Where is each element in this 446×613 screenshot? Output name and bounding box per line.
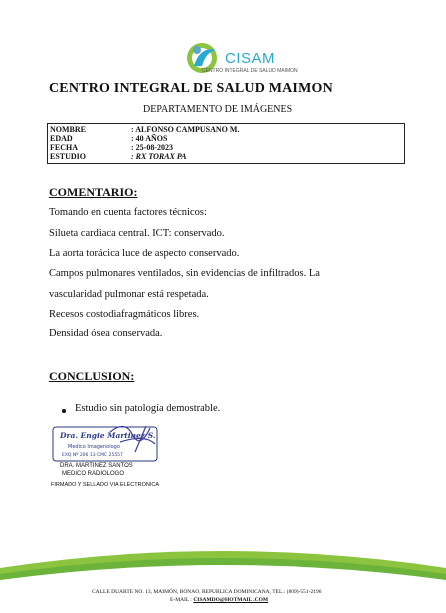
- patient-value: : 40 AÑOS: [131, 134, 168, 143]
- patient-label: EDAD: [50, 134, 73, 143]
- page-title: CENTRO INTEGRAL DE SALUD MAIMON: [49, 81, 333, 96]
- patient-info-box: [47, 123, 405, 164]
- email-link[interactable]: CISAMDO@HOTMAIL .COM: [193, 597, 269, 603]
- doctor-name: DRA. MARTINEZ SANTOS: [60, 463, 133, 469]
- comentario-line: Campos pulmonares ventilados, sin evidencias de infiltrados. La: [49, 268, 320, 279]
- conclusion-item: Estudio sin patología demostrable.: [75, 403, 221, 414]
- footer-address: CALLE DUARTE NO. 13, MAIMÓN, BONAO, REPUBLICA DOMINICANA, TEL.: (809)-551-2196: [92, 589, 322, 595]
- signature-stamp: [50, 422, 162, 464]
- conclusion-heading: CONCLUSION:: [49, 369, 135, 383]
- doctor-title: MEDICO RADIOLOGO: [62, 471, 125, 477]
- patient-value: : 25-08-2023: [131, 143, 173, 152]
- logo-wordmark: CISAM: [225, 50, 276, 67]
- comentario-line: Recesos costodiafragmáticos libres.: [49, 309, 200, 320]
- stamp-doctor-name: Dra. Engie Martinez S.: [60, 431, 156, 440]
- patient-label: ESTUDIO: [50, 152, 87, 161]
- comentario-line: vascularidad pulmonar está respetada.: [49, 289, 209, 300]
- bullet-icon: [62, 409, 66, 413]
- email-label: E-MAIL :: [170, 597, 194, 603]
- stamp-role: Medico Imagenologo: [68, 444, 120, 450]
- comentario-line: Densidad ósea conservada.: [49, 328, 163, 339]
- logo-subtitle: CENTRO INTEGRAL DE SALUD MAIMON: [202, 68, 298, 74]
- comentario-line: La aorta torácica luce de aspecto conservado.: [49, 248, 240, 259]
- patient-value: : RX TORAX PA: [131, 152, 187, 161]
- footer-email: [170, 597, 268, 603]
- patient-value: : ALFONSO CAMPUSANO M.: [131, 125, 240, 134]
- department-title: DEPARTAMENTO DE IMÁGENES: [143, 104, 293, 115]
- comentario-line: Silueta cardiaca central. ICT: conservado.: [49, 228, 225, 239]
- stamp-license: EXQ Nº 206 13 CMC 25557: [62, 453, 123, 458]
- patient-label: FECHA: [50, 143, 78, 152]
- patient-label: NOMBRE: [50, 125, 86, 134]
- comentario-line: Tomando en cuenta factores técnicos:: [49, 207, 207, 218]
- signature-note: FIRMADO Y SELLADO VIA ELECTRONICA: [51, 482, 159, 488]
- comentario-heading: COMENTARIO:: [49, 185, 138, 199]
